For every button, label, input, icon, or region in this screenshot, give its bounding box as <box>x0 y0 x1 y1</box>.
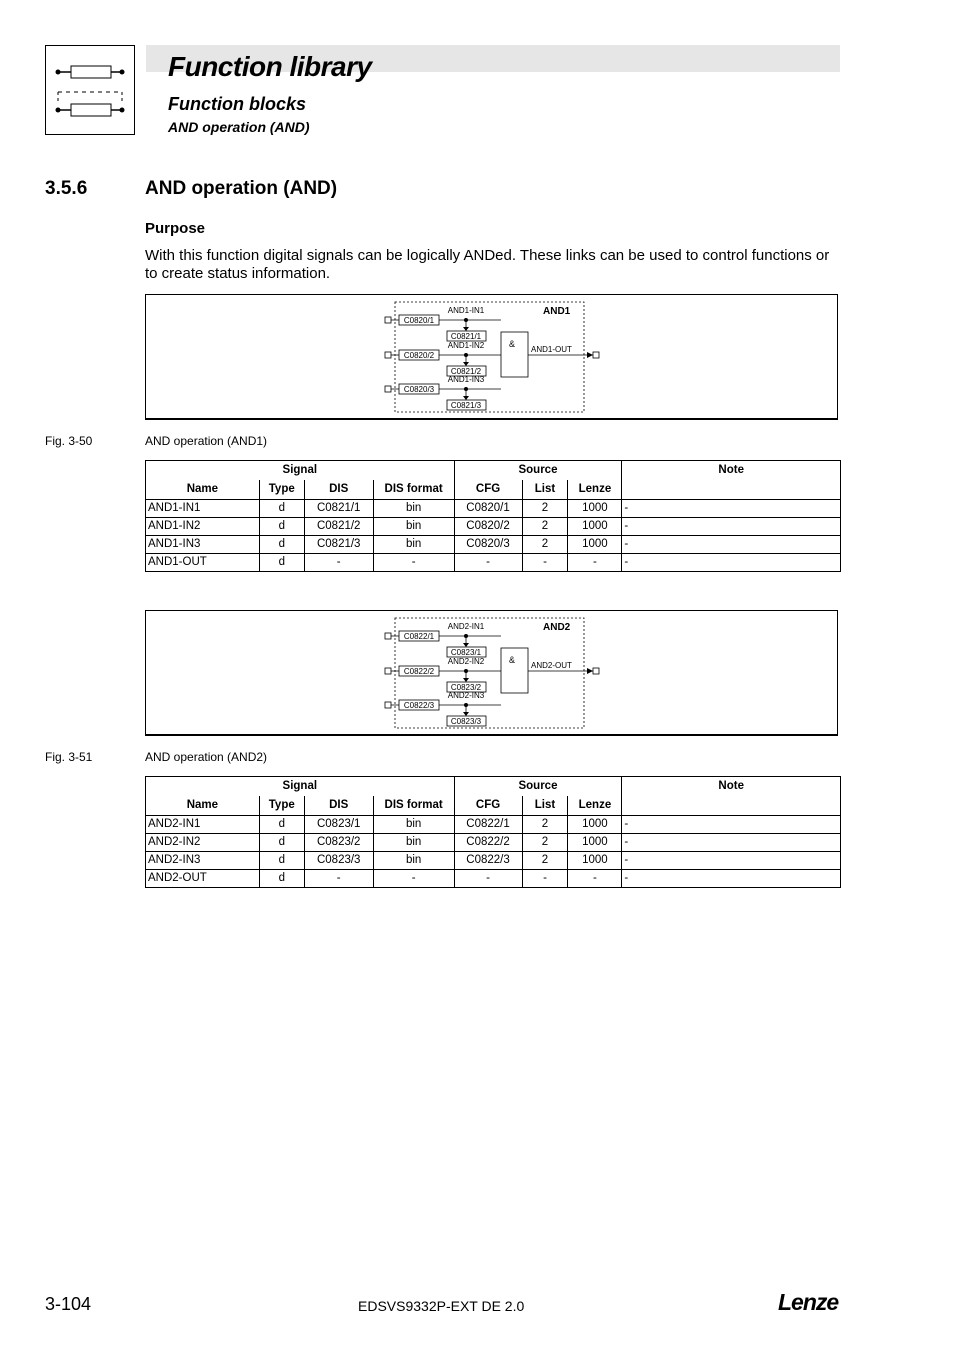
type-header: Type <box>259 480 304 500</box>
page-title: Function library <box>168 51 372 82</box>
cfg-label: C0822/2 <box>403 667 435 676</box>
table-row <box>146 536 841 554</box>
dis-format-cell: bin <box>373 500 454 518</box>
lenze-value-cell: 1000 <box>568 500 622 518</box>
table-row <box>146 554 841 572</box>
document-id: EDSVS9332P-EXT DE 2.0 <box>358 1298 525 1314</box>
dis-header: DIS <box>304 796 373 816</box>
cfg-label: C0820/3 <box>403 385 435 394</box>
dis-arrow <box>463 362 469 366</box>
lenze-value-cell: 1000 <box>568 536 622 554</box>
output-name: AND2-OUT <box>531 661 572 670</box>
cfg-code-cell: C0820/3 <box>454 536 522 554</box>
signal-name-cell: AND2-IN1 <box>146 816 260 834</box>
cfg-code-cell: C0822/3 <box>454 852 522 870</box>
signal-type-cell: d <box>259 518 304 536</box>
chapter-logo <box>45 45 135 135</box>
signal-header: Signal <box>146 461 455 481</box>
list-value-cell: 2 <box>522 834 568 852</box>
note-cell: - <box>622 554 841 572</box>
dis-label: C0821/3 <box>450 401 482 410</box>
cfg-code-cell: C0820/2 <box>454 518 522 536</box>
lenze-header: Lenze <box>568 480 622 500</box>
lenze-value-cell: 1000 <box>568 518 622 536</box>
and2-block-diagram <box>146 611 837 734</box>
block-name: AND1 <box>543 306 571 317</box>
and1-block-diagram <box>146 295 837 418</box>
note-header: Note <box>622 461 841 481</box>
list-header: List <box>522 480 568 500</box>
signal-table-and2 <box>145 776 841 888</box>
junction-dot <box>464 353 468 357</box>
list-value-cell: - <box>522 554 568 572</box>
list-value-cell: 2 <box>522 536 568 554</box>
dis-format-cell: bin <box>373 816 454 834</box>
dis-format-cell: bin <box>373 536 454 554</box>
function-block-icon <box>46 46 134 134</box>
lenze-value-cell: 1000 <box>568 852 622 870</box>
dis-format-cell: - <box>373 554 454 572</box>
note-header: Note <box>622 777 841 797</box>
lenze-header: Lenze <box>568 796 622 816</box>
table-row <box>146 500 841 518</box>
lenze-value-cell: - <box>568 870 622 888</box>
brand-logo: Lenze <box>778 1289 839 1315</box>
signal-name-cell: AND2-IN2 <box>146 834 260 852</box>
table-row <box>146 852 841 870</box>
input-name: AND1-IN3 <box>447 375 485 384</box>
input-terminal <box>385 352 391 358</box>
figure-number: Fig. 3-50 <box>45 434 93 448</box>
junction-dot <box>464 387 468 391</box>
purpose-text: With this function digital signals can be logically ANDed. These links can be used to control functions or to create status information. <box>145 247 830 282</box>
dis-code-cell: C0821/2 <box>304 518 373 536</box>
dis-format-cell: bin <box>373 852 454 870</box>
note-subheader <box>622 796 841 816</box>
cfg-label: C0822/3 <box>403 701 435 710</box>
dis-code-cell: C0823/1 <box>304 816 373 834</box>
signal-table-and1 <box>145 460 841 572</box>
signal-header: Signal <box>146 777 455 797</box>
dis-label: C0821/2 <box>450 367 482 376</box>
table-row <box>146 834 841 852</box>
note-cell: - <box>622 816 841 834</box>
input-terminal <box>385 633 391 639</box>
output-arrow <box>587 352 593 358</box>
cfg-header: CFG <box>454 796 522 816</box>
dis-format-cell: bin <box>373 518 454 536</box>
cfg-code-cell: - <box>454 554 522 572</box>
figure-and1 <box>145 294 838 420</box>
figure-and2 <box>145 610 838 736</box>
dis-arrow <box>463 643 469 647</box>
type-header: Type <box>259 796 304 816</box>
signal-type-cell: d <box>259 554 304 572</box>
cfg-code-cell: C0822/2 <box>454 834 522 852</box>
signal-name-cell: AND1-IN1 <box>146 500 260 518</box>
list-value-cell: 2 <box>522 852 568 870</box>
signal-type-cell: d <box>259 816 304 834</box>
gate-symbol: & <box>508 655 516 665</box>
note-cell: - <box>622 870 841 888</box>
dis-code-cell: C0821/1 <box>304 500 373 518</box>
signal-name-cell: AND2-IN3 <box>146 852 260 870</box>
list-value-cell: - <box>522 870 568 888</box>
cfg-label: C0820/2 <box>403 351 435 360</box>
junction-dot <box>464 703 468 707</box>
cfg-label: C0820/1 <box>403 316 435 325</box>
note-subheader <box>622 480 841 500</box>
dis-code-cell: - <box>304 554 373 572</box>
note-cell: - <box>622 536 841 554</box>
dis-code-cell: C0821/3 <box>304 536 373 554</box>
table-row <box>146 816 841 834</box>
note-cell: - <box>622 834 841 852</box>
cfg-header: CFG <box>454 480 522 500</box>
dis-arrow <box>463 712 469 716</box>
section-subtitle: AND operation (AND) <box>168 119 310 135</box>
dis-format-cell: bin <box>373 834 454 852</box>
figure-caption: AND operation (AND1) <box>145 434 268 448</box>
input-name: AND2-IN2 <box>447 657 485 666</box>
cfg-code-cell: C0822/1 <box>454 816 522 834</box>
section-title: AND operation (AND) <box>145 178 338 199</box>
input-name: AND2-IN3 <box>447 691 485 700</box>
dis-label: C0821/1 <box>450 332 482 341</box>
input-terminal <box>385 386 391 392</box>
signal-type-cell: d <box>259 834 304 852</box>
list-value-cell: 2 <box>522 816 568 834</box>
output-terminal <box>593 352 599 358</box>
lenze-value-cell: 1000 <box>568 816 622 834</box>
table-row <box>146 870 841 888</box>
input-terminal <box>385 317 391 323</box>
gate-symbol: & <box>508 339 516 349</box>
signal-type-cell: d <box>259 870 304 888</box>
signal-name-cell: AND1-IN2 <box>146 518 260 536</box>
page-number: 3-104 <box>45 1294 92 1314</box>
dis-format-cell: - <box>373 870 454 888</box>
signal-type-cell: d <box>259 500 304 518</box>
output-name: AND1-OUT <box>531 345 572 354</box>
input-name: AND1-IN2 <box>447 341 485 350</box>
dis-label: C0823/3 <box>450 717 482 726</box>
list-value-cell: 2 <box>522 518 568 536</box>
dis-code-cell: C0823/3 <box>304 852 373 870</box>
dis-label: C0823/1 <box>450 648 482 657</box>
dis-header: DIS <box>304 480 373 500</box>
section-number: 3.5.6 <box>45 178 88 199</box>
block-name: AND2 <box>543 622 571 633</box>
note-cell: - <box>622 518 841 536</box>
figure-number: Fig. 3-51 <box>45 750 93 764</box>
note-cell: - <box>622 500 841 518</box>
dis-format-header: DIS format <box>373 796 454 816</box>
input-name: AND2-IN1 <box>447 622 485 631</box>
cfg-code-cell: C0820/1 <box>454 500 522 518</box>
signal-name-cell: AND1-OUT <box>146 554 260 572</box>
signal-name-cell: AND2-OUT <box>146 870 260 888</box>
cfg-label: C0822/1 <box>403 632 435 641</box>
input-terminal <box>385 702 391 708</box>
source-header: Source <box>454 777 622 797</box>
list-header: List <box>522 796 568 816</box>
dis-code-cell: - <box>304 870 373 888</box>
figure-caption: AND operation (AND2) <box>145 750 268 764</box>
dis-label: C0823/2 <box>450 683 482 692</box>
purpose-heading: Purpose <box>145 220 206 237</box>
signal-type-cell: d <box>259 536 304 554</box>
note-cell: - <box>622 852 841 870</box>
list-value-cell: 2 <box>522 500 568 518</box>
junction-dot <box>464 634 468 638</box>
source-header: Source <box>454 461 622 481</box>
dis-arrow <box>463 396 469 400</box>
name-header: Name <box>146 796 260 816</box>
dis-arrow <box>463 327 469 331</box>
cfg-code-cell: - <box>454 870 522 888</box>
dis-arrow <box>463 678 469 682</box>
junction-dot <box>464 318 468 322</box>
chapter-subtitle: Function blocks <box>168 94 307 114</box>
lenze-value-cell: 1000 <box>568 834 622 852</box>
signal-name-cell: AND1-IN3 <box>146 536 260 554</box>
input-name: AND1-IN1 <box>447 306 485 315</box>
input-terminal <box>385 668 391 674</box>
junction-dot <box>464 669 468 673</box>
lenze-value-cell: - <box>568 554 622 572</box>
dis-code-cell: C0823/2 <box>304 834 373 852</box>
dis-format-header: DIS format <box>373 480 454 500</box>
output-arrow <box>587 668 593 674</box>
output-terminal <box>593 668 599 674</box>
signal-type-cell: d <box>259 852 304 870</box>
table-row <box>146 518 841 536</box>
name-header: Name <box>146 480 260 500</box>
